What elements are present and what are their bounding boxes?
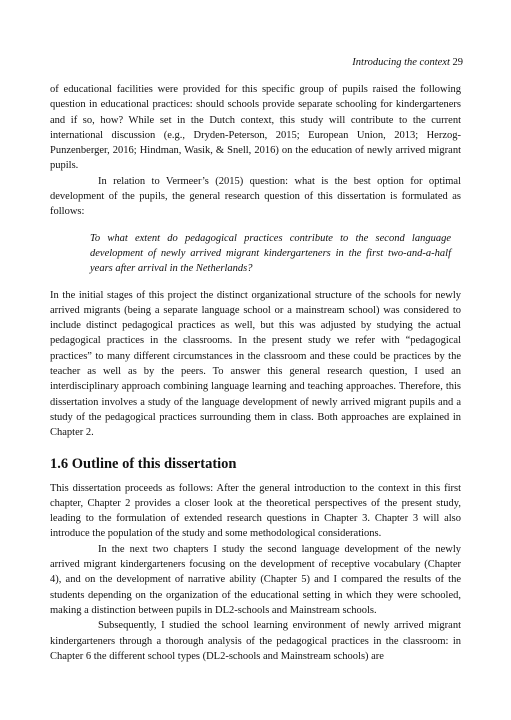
paragraph-3: In the initial stages of this project the distinct organizational structure of the schools for newly arrived migrants (being a separate language school or a mainstream school) was considered to include distinct pedagogical practices as well, but this was adjusted by studying the actual pedagogical practices in the classrooms. In the present study we refer with “pedagogical practices” to many different circumstances in the classroom and these could be practices by the teacher as well as by the peers. To answer this general research question, I used an interdisciplinary approach combining language learning and teaching approaches. Therefore, this dissertation involves a study of the language development of newly arrived migrant pupils and a study of the pedagogical practices surrounding them in class. Both approaches are explained in Chapter 2. — [50, 289, 461, 439]
paragraph-1: of educational facilities were provided for this specific group of pupils raised the following question in educational practices: should schools provide separate schooling for kindergarteners and if so, how? While set in the Dutch context, this study will contribute to the current international discussion (e.g., Dryden-Peterson, 2015; European Union, 2013; Herzog-Punzenberger, 2016; Hindman, Wasik, & Snell, 2016) on the education of newly arrived migrant pupils. — [50, 84, 461, 172]
section-heading: 1.6 Outline of this dissertation — [50, 455, 237, 472]
running-head — [352, 57, 463, 68]
paragraph-4: This dissertation proceeds as follows: After the general introduction to the context in this first chapter, Chapter 2 provides a closer look at the theoretical perspectives of the present study, leading to the formulation of extended research questions in Chapter 3. Chapter 3 will also introduce the population of the study and some methodological considerations. — [50, 482, 461, 540]
paragraph-6: Subsequently, I studied the school learning environment of newly arrived migrant kindergarteners through a thorough analysis of the pedagogical practices in the classroom: in Chapter 6 the different school types (DL2-schools and Mainstream schools) are — [50, 620, 461, 662]
paragraph-2: In relation to Vermeer’s (2015) question: what is the best option for optimal development of the pupils, the general research question of this dissertation is formulated as follows: — [50, 175, 461, 218]
page-number: 29 — [452, 57, 463, 68]
research-question-quote: To what extent do pedagogical practices contribute to the second language development of newly arrived migrant kindergarteners in the first two-and-a-half years after arrival in the Netherlands? — [90, 232, 451, 275]
running-title: Introducing the context — [352, 57, 450, 68]
body-text — [50, 82, 461, 664]
paragraph-5: In the next two chapters I study the second language development of the newly arrived migrant kindergarteners focusing on the development of receptive vocabulary (Chapter 4), and on the development of narrative ability (Chapter 5) and I compared the results of the students depending on the organization of the educational setting in which they were schooled, making a distinction between pupils in DL2-schools and Mainstream schools. — [50, 543, 461, 616]
